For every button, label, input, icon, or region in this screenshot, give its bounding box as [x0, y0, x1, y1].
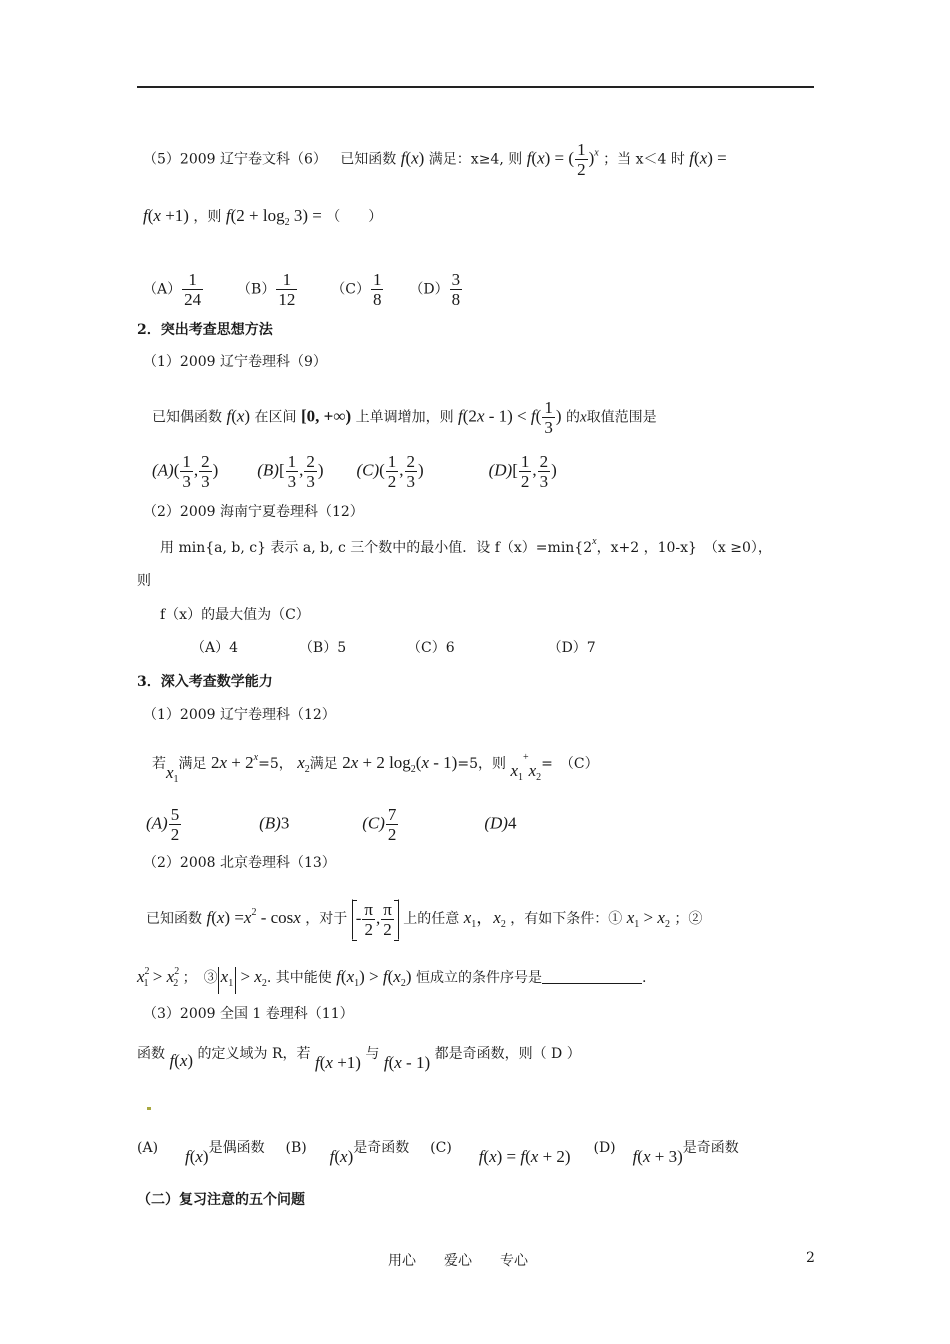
text: 函数	[137, 1046, 165, 1062]
text: 用 min{a, b, c} 表示 a, b, c 三个数中的最小值．设 f（x）=min{2	[160, 540, 593, 556]
section-4-title: （二）复习注意的五个问题	[137, 1192, 305, 1208]
page-number: 2	[806, 1250, 815, 1266]
text: 与	[365, 1046, 380, 1062]
text: =5，则	[457, 756, 506, 772]
p5-line2: f(x +1) ，则 $f(2 + \log_2 3)$ = （ ）	[143, 206, 383, 228]
option-b: (B)	[285, 1140, 307, 1156]
text: 是奇函数	[682, 1140, 739, 1156]
q33-line: 函数 f(x) 的定义域为 R，若 f(x +1) 与 f(x - 1) 都是奇函数，则（ D ）	[137, 1046, 581, 1072]
footer-motto	[388, 1250, 528, 1270]
q21-header: （1）2009 辽宁卷理科（9）	[143, 354, 327, 370]
header-rule	[137, 86, 814, 88]
text: . 其中能使	[266, 970, 332, 986]
q32-line2: $x^2_1 > x^2_2$ ； ③ $x_1 > x_2$. 其中能使 $f(x_1) > f(x_2)$ 恒成立的条件序号是 .	[137, 962, 646, 994]
q21-line: 已知偶函数 f(x) 在区间 [0, +∞) 上单调增加，则 f(2x - 1) < f( $\frac{1}{3}$ ) 的x取值范围是	[152, 398, 657, 437]
text: 满足：x≥4, 则	[428, 151, 523, 168]
option-b: （B）5	[298, 640, 347, 656]
answer-blank	[542, 969, 642, 984]
q31-line: 若$x_1$满足 $2x + 2^x=5$， $x_2$满足 2x + 2 $\log_2(x - 1)=5$，则 $x_1^+x_2=$ （C）	[152, 752, 599, 785]
option-c: （C）6	[407, 640, 455, 656]
text: 爱心	[444, 1253, 472, 1269]
option-a: (A)	[137, 1140, 159, 1156]
p5-line1: （5）2009 辽宁卷文科（6） 已知函数 f(x) 满足：x≥4, 则 f(x) = ( $\frac{1}{2}$ )$^x$ ；当 x＜4 时 f(x) =	[143, 140, 727, 179]
section-3-title: 3．深入考查数学能力	[137, 674, 273, 690]
text: 的	[565, 409, 580, 426]
text: 已知函数	[146, 911, 202, 927]
text: 上的任意	[403, 911, 460, 927]
text: ，有如下条件：①	[510, 911, 623, 927]
q22-line2: 则	[137, 573, 151, 589]
text: 用心	[388, 1253, 416, 1269]
text: 在区间	[254, 409, 297, 426]
text: 的定义域为 R，若	[197, 1046, 311, 1062]
q22-line3: f（x）的最大值为（C）	[160, 607, 310, 623]
section-2-title: 2．突出考查思想方法	[137, 322, 273, 338]
option-c: （C）	[331, 281, 370, 298]
text: 已知函数	[340, 151, 397, 168]
option-a: （A）4	[191, 640, 239, 656]
option-b: （B）	[237, 281, 276, 298]
q21-options: (A)( $\frac{1}{3}$ , $\frac{2}{3}$ ) (B)[ $\frac{1}{3}$ , $\frac{2}{3}$ ) (C)( $\frac{1}{2}$ , $\frac{2}{3}$ ) (D)[ $\frac{1}{2}$ , $\frac{2}{3}$ )	[152, 452, 557, 491]
text: （ ）	[326, 209, 383, 225]
q31-options: (A) $\frac{5}{2}$ (B)3 (C) $\frac{7}{2}$ (D)4	[146, 805, 517, 844]
text: = （C）	[541, 756, 599, 772]
text: ；当 x＜4 时	[603, 151, 685, 168]
option-d: (D)	[593, 1140, 616, 1156]
option-c: (C)	[430, 1140, 452, 1156]
q33-options: (A) f(x)是偶函数 (B) f(x)是奇函数 (C) f(x) = f(x + 2) (D) f(x + 3)是奇函数	[137, 1140, 739, 1166]
text: 恒成立的条件序号是	[415, 970, 542, 986]
text: 满足	[309, 756, 338, 772]
text: 已知偶函数	[152, 409, 222, 426]
option-a: （A）	[143, 281, 182, 298]
small-mark	[147, 1107, 151, 1110]
text: ，x+2 ，10-x} （x ≥0），	[596, 540, 772, 556]
p5-options: （A） $\frac{1}{24}$ （B） $\frac{1}{12}$ （C） $\frac{1}{8}$ （D） $\frac{3}{8}$	[143, 270, 461, 309]
text: ，对于	[305, 911, 348, 927]
text: ； ③	[182, 970, 218, 986]
text: 是偶函数	[208, 1140, 265, 1156]
q31-header: （1）2009 辽宁卷理科（12）	[143, 707, 336, 723]
q33-header: （3）2009 全国 1 卷理科（11）	[143, 1006, 354, 1022]
text: 满足	[178, 756, 207, 772]
q22-header: （2）2009 海南宁夏卷理科（12）	[143, 504, 364, 520]
text: 都是奇函数，则（ D ）	[434, 1046, 581, 1062]
option-d: （D）	[409, 281, 449, 298]
text: 专心	[500, 1253, 528, 1269]
p5-header: （5）2009 辽宁卷文科（6）	[143, 151, 327, 168]
q22-line1: 用 min{a, b, c} 表示 a, b, c 三个数中的最小值．设 $f(x)=\min\{2^x$，x+2 ，10-x} （x ≥0），	[160, 536, 772, 556]
text: ，则	[193, 209, 222, 225]
text: 取值范围是	[586, 409, 657, 426]
q32-line1: 已知函数 $f(x) =x^2 - \cos x$ ，对于 - $\frac{\pi}{2}$ , $\frac{\pi}{2}$ 上的任意 $x_1$，$x_2$ ，有如下条件：① $x_1 > x_2$ ；②	[146, 899, 703, 939]
text: 若	[152, 756, 166, 772]
q22-options	[191, 638, 596, 658]
option-d: （D）7	[547, 640, 596, 656]
text: 是奇函数	[353, 1140, 410, 1156]
q32-header: （2）2008 北京卷理科（13）	[143, 855, 336, 871]
text: ；②	[674, 911, 703, 927]
text: =5，	[258, 756, 293, 772]
text: 上单调增加，则	[355, 409, 454, 426]
text: .	[641, 970, 647, 986]
